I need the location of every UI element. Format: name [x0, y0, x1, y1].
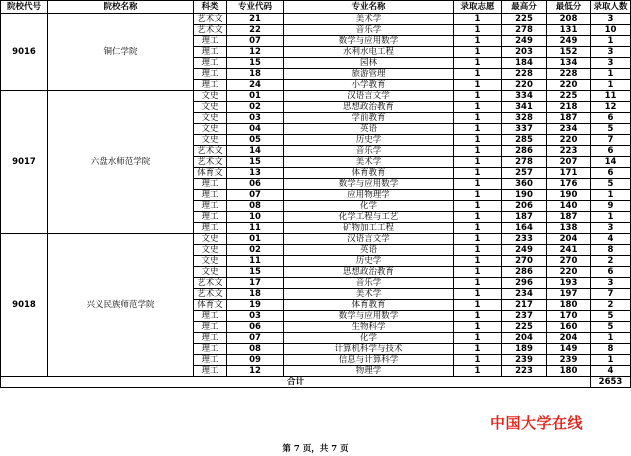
min-score-cell: 223: [547, 146, 591, 157]
major-name-cell: 美术学: [284, 157, 454, 168]
admitted-count-cell: 6: [591, 168, 631, 179]
admitted-count-cell: 1: [591, 80, 631, 91]
major-name-cell: 园林: [284, 58, 454, 69]
major-code-cell: 07: [227, 190, 284, 201]
max-score-cell: 217: [502, 300, 547, 311]
school-code-cell: 9018: [1, 234, 48, 377]
max-score-cell: 225: [502, 14, 547, 25]
choice-cell: 1: [454, 80, 502, 91]
max-score-cell: 204: [502, 333, 547, 344]
major-name-cell: 应用物理学: [284, 190, 454, 201]
major-name-cell: 数学与应用数学: [284, 311, 454, 322]
max-score-cell: 278: [502, 157, 547, 168]
min-score-cell: 140: [547, 201, 591, 212]
max-score-cell: 337: [502, 124, 547, 135]
min-score-cell: 220: [547, 80, 591, 91]
admitted-count-cell: 11: [591, 91, 631, 102]
major-name-cell: 英语: [284, 245, 454, 256]
max-score-cell: 237: [502, 311, 547, 322]
category-cell: 艺术文: [194, 289, 227, 300]
choice-cell: 1: [454, 179, 502, 190]
category-cell: 文史: [194, 113, 227, 124]
category-cell: 理工: [194, 223, 227, 234]
total-value: 2653: [591, 377, 631, 388]
choice-cell: 1: [454, 113, 502, 124]
admitted-count-cell: 5: [591, 179, 631, 190]
max-score-cell: 270: [502, 256, 547, 267]
admitted-count-cell: 7: [591, 289, 631, 300]
major-name-cell: 音乐学: [284, 278, 454, 289]
admitted-count-cell: 6: [591, 146, 631, 157]
min-score-cell: 134: [547, 58, 591, 69]
major-code-cell: 07: [227, 333, 284, 344]
admitted-count-cell: 3: [591, 47, 631, 58]
major-name-cell: 体育教育: [284, 168, 454, 179]
choice-cell: 1: [454, 311, 502, 322]
choice-cell: 1: [454, 124, 502, 135]
major-code-cell: 10: [227, 212, 284, 223]
header-cell: 科类: [194, 1, 227, 14]
min-score-cell: 197: [547, 289, 591, 300]
major-name-cell: 思想政治教育: [284, 102, 454, 113]
admitted-count-cell: 6: [591, 267, 631, 278]
min-score-cell: 241: [547, 245, 591, 256]
choice-cell: 1: [454, 157, 502, 168]
admitted-count-cell: 8: [591, 245, 631, 256]
major-name-cell: 音乐学: [284, 146, 454, 157]
max-score-cell: 189: [502, 344, 547, 355]
major-code-cell: 19: [227, 300, 284, 311]
category-cell: 文史: [194, 135, 227, 146]
major-name-cell: 体育教育: [284, 300, 454, 311]
admitted-count-cell: 2: [591, 300, 631, 311]
category-cell: 文史: [194, 102, 227, 113]
category-cell: 理工: [194, 80, 227, 91]
choice-cell: 1: [454, 278, 502, 289]
max-score-cell: 228: [502, 69, 547, 80]
header-cell: 院校名称: [48, 1, 194, 14]
major-code-cell: 04: [227, 124, 284, 135]
category-cell: 文史: [194, 245, 227, 256]
admitted-count-cell: 4: [591, 234, 631, 245]
major-name-cell: 化学: [284, 333, 454, 344]
major-name-cell: 历史学: [284, 256, 454, 267]
category-cell: 艺术文: [194, 25, 227, 36]
major-code-cell: 13: [227, 168, 284, 179]
category-cell: 理工: [194, 212, 227, 223]
major-code-cell: 21: [227, 14, 284, 25]
admitted-count-cell: 1: [591, 190, 631, 201]
major-name-cell: 小学教育: [284, 80, 454, 91]
min-score-cell: 204: [547, 333, 591, 344]
major-name-cell: 物理学: [284, 366, 454, 377]
choice-cell: 1: [454, 135, 502, 146]
admitted-count-cell: 1: [591, 333, 631, 344]
min-score-cell: 218: [547, 102, 591, 113]
choice-cell: 1: [454, 366, 502, 377]
major-code-cell: 08: [227, 344, 284, 355]
header-cell: 院校代号: [1, 1, 48, 14]
choice-cell: 1: [454, 234, 502, 245]
major-code-cell: 12: [227, 366, 284, 377]
choice-cell: 1: [454, 256, 502, 267]
major-name-cell: 思想政治教育: [284, 267, 454, 278]
choice-cell: 1: [454, 245, 502, 256]
page-footer: 第 7 页，共 7 页: [282, 444, 349, 454]
max-score-cell: 220: [502, 80, 547, 91]
min-score-cell: 138: [547, 223, 591, 234]
category-cell: 理工: [194, 333, 227, 344]
major-name-cell: 信息与计算科学: [284, 355, 454, 366]
category-cell: 文史: [194, 256, 227, 267]
choice-cell: 1: [454, 355, 502, 366]
admitted-count-cell: 3: [591, 278, 631, 289]
major-name-cell: 旅游管理: [284, 69, 454, 80]
min-score-cell: 239: [547, 355, 591, 366]
min-score-cell: 170: [547, 311, 591, 322]
major-name-cell: 矿物加工工程: [284, 223, 454, 234]
choice-cell: 1: [454, 91, 502, 102]
max-score-cell: 187: [502, 212, 547, 223]
min-score-cell: 225: [547, 91, 591, 102]
major-name-cell: 学前教育: [284, 113, 454, 124]
min-score-cell: 270: [547, 256, 591, 267]
major-code-cell: 03: [227, 113, 284, 124]
max-score-cell: 334: [502, 91, 547, 102]
admitted-count-cell: 6: [591, 113, 631, 124]
major-name-cell: 汉语言文学: [284, 234, 454, 245]
admitted-count-cell: 4: [591, 366, 631, 377]
table-row: [1, 91, 631, 102]
min-score-cell: 180: [547, 366, 591, 377]
category-cell: 艺术文: [194, 14, 227, 25]
major-code-cell: 14: [227, 146, 284, 157]
major-code-cell: 02: [227, 102, 284, 113]
category-cell: 艺术文: [194, 146, 227, 157]
choice-cell: 1: [454, 289, 502, 300]
max-score-cell: 239: [502, 355, 547, 366]
header-cell: 录取人数: [591, 1, 631, 14]
header-row: [1, 1, 631, 14]
max-score-cell: 184: [502, 58, 547, 69]
choice-cell: 1: [454, 47, 502, 58]
admitted-count-cell: 2: [591, 256, 631, 267]
admitted-count-cell: 8: [591, 344, 631, 355]
max-score-cell: 286: [502, 146, 547, 157]
choice-cell: 1: [454, 25, 502, 36]
major-name-cell: 美术学: [284, 14, 454, 25]
min-score-cell: 220: [547, 135, 591, 146]
category-cell: 文史: [194, 91, 227, 102]
category-cell: 体育文: [194, 168, 227, 179]
admitted-count-cell: 1: [591, 212, 631, 223]
header-cell: 专业代码: [227, 1, 284, 14]
max-score-cell: 328: [502, 113, 547, 124]
max-score-cell: 286: [502, 267, 547, 278]
school-name-cell: 六盘水师范学院: [48, 91, 194, 234]
min-score-cell: 180: [547, 300, 591, 311]
category-cell: 理工: [194, 47, 227, 58]
major-name-cell: 英语: [284, 124, 454, 135]
choice-cell: 1: [454, 212, 502, 223]
category-cell: 艺术文: [194, 278, 227, 289]
watermark-logo: 中国大学在线: [490, 414, 584, 432]
school-code-cell: 9016: [1, 14, 48, 91]
choice-cell: 1: [454, 102, 502, 113]
admitted-count-cell: 12: [591, 102, 631, 113]
max-score-cell: 249: [502, 36, 547, 47]
max-score-cell: 285: [502, 135, 547, 146]
admitted-count-cell: 10: [591, 25, 631, 36]
admitted-count-cell: 5: [591, 322, 631, 333]
category-cell: 理工: [194, 366, 227, 377]
major-name-cell: 美术学: [284, 289, 454, 300]
min-score-cell: 187: [547, 212, 591, 223]
category-cell: 体育文: [194, 300, 227, 311]
category-cell: 理工: [194, 190, 227, 201]
major-code-cell: 18: [227, 69, 284, 80]
min-score-cell: 176: [547, 179, 591, 190]
major-name-cell: 数学与应用数学: [284, 36, 454, 47]
major-code-cell: 06: [227, 322, 284, 333]
min-score-cell: 220: [547, 267, 591, 278]
choice-cell: 1: [454, 333, 502, 344]
table-row: [1, 234, 631, 245]
choice-cell: 1: [454, 168, 502, 179]
choice-cell: 1: [454, 223, 502, 234]
admitted-count-cell: 1: [591, 355, 631, 366]
major-code-cell: 06: [227, 179, 284, 190]
major-code-cell: 11: [227, 223, 284, 234]
min-score-cell: 207: [547, 157, 591, 168]
major-code-cell: 12: [227, 47, 284, 58]
major-code-cell: 01: [227, 91, 284, 102]
school-name-cell: 兴义民族师范学院: [48, 234, 194, 377]
school-code-cell: 9017: [1, 91, 48, 234]
max-score-cell: 164: [502, 223, 547, 234]
choice-cell: 1: [454, 267, 502, 278]
category-cell: 理工: [194, 311, 227, 322]
total-label: 合计: [1, 377, 591, 388]
max-score-cell: 233: [502, 234, 547, 245]
max-score-cell: 203: [502, 47, 547, 58]
max-score-cell: 190: [502, 190, 547, 201]
admitted-count-cell: 5: [591, 311, 631, 322]
max-score-cell: 249: [502, 245, 547, 256]
major-code-cell: 03: [227, 311, 284, 322]
header-cell: 专业名称: [284, 1, 454, 14]
choice-cell: 1: [454, 58, 502, 69]
major-code-cell: 15: [227, 58, 284, 69]
category-cell: 艺术文: [194, 157, 227, 168]
max-score-cell: 223: [502, 366, 547, 377]
max-score-cell: 278: [502, 25, 547, 36]
header-cell: 最低分: [547, 1, 591, 14]
category-cell: 文史: [194, 234, 227, 245]
major-code-cell: 11: [227, 256, 284, 267]
choice-cell: 1: [454, 69, 502, 80]
choice-cell: 1: [454, 14, 502, 25]
choice-cell: 1: [454, 146, 502, 157]
category-cell: 理工: [194, 322, 227, 333]
category-cell: 文史: [194, 267, 227, 278]
major-name-cell: 计算机科学与技术: [284, 344, 454, 355]
major-name-cell: 汉语言文学: [284, 91, 454, 102]
major-code-cell: 15: [227, 267, 284, 278]
major-code-cell: 24: [227, 80, 284, 91]
min-score-cell: 228: [547, 69, 591, 80]
total-row: [1, 377, 631, 388]
major-name-cell: 历史学: [284, 135, 454, 146]
table-body: [1, 14, 631, 377]
admitted-count-cell: 7: [591, 135, 631, 146]
category-cell: 文史: [194, 124, 227, 135]
admitted-count-cell: 1: [591, 36, 631, 47]
max-score-cell: 296: [502, 278, 547, 289]
major-code-cell: 02: [227, 245, 284, 256]
major-name-cell: 数学与应用数学: [284, 179, 454, 190]
major-name-cell: 音乐学: [284, 25, 454, 36]
max-score-cell: 341: [502, 102, 547, 113]
category-cell: 理工: [194, 36, 227, 47]
min-score-cell: 204: [547, 234, 591, 245]
min-score-cell: 249: [547, 36, 591, 47]
choice-cell: 1: [454, 190, 502, 201]
header-cell: 录取志愿: [454, 1, 502, 14]
choice-cell: 1: [454, 300, 502, 311]
major-code-cell: 01: [227, 234, 284, 245]
min-score-cell: 171: [547, 168, 591, 179]
choice-cell: 1: [454, 36, 502, 47]
major-name-cell: 化学工程与工艺: [284, 212, 454, 223]
category-cell: 理工: [194, 355, 227, 366]
major-code-cell: 17: [227, 278, 284, 289]
admitted-count-cell: 1: [591, 69, 631, 80]
category-cell: 理工: [194, 344, 227, 355]
choice-cell: 1: [454, 344, 502, 355]
min-score-cell: 208: [547, 14, 591, 25]
major-code-cell: 18: [227, 289, 284, 300]
major-code-cell: 22: [227, 25, 284, 36]
major-name-cell: 水利水电工程: [284, 47, 454, 58]
major-code-cell: 08: [227, 201, 284, 212]
admitted-count-cell: 3: [591, 58, 631, 69]
choice-cell: 1: [454, 322, 502, 333]
admitted-count-cell: 9: [591, 201, 631, 212]
min-score-cell: 152: [547, 47, 591, 58]
category-cell: 理工: [194, 69, 227, 80]
min-score-cell: 187: [547, 113, 591, 124]
admitted-count-cell: 3: [591, 14, 631, 25]
school-name-cell: 铜仁学院: [48, 14, 194, 91]
admitted-count-cell: 5: [591, 124, 631, 135]
max-score-cell: 257: [502, 168, 547, 179]
major-code-cell: 09: [227, 355, 284, 366]
major-code-cell: 05: [227, 135, 284, 146]
category-cell: 理工: [194, 58, 227, 69]
choice-cell: 1: [454, 201, 502, 212]
major-name-cell: 化学: [284, 201, 454, 212]
max-score-cell: 206: [502, 201, 547, 212]
max-score-cell: 234: [502, 289, 547, 300]
header-cell: 最高分: [502, 1, 547, 14]
min-score-cell: 193: [547, 278, 591, 289]
max-score-cell: 360: [502, 179, 547, 190]
category-cell: 理工: [194, 179, 227, 190]
min-score-cell: 234: [547, 124, 591, 135]
category-cell: 理工: [194, 201, 227, 212]
major-name-cell: 生物科学: [284, 322, 454, 333]
min-score-cell: 190: [547, 190, 591, 201]
admitted-count-cell: 14: [591, 157, 631, 168]
admitted-count-cell: 3: [591, 223, 631, 234]
max-score-cell: 225: [502, 322, 547, 333]
min-score-cell: 160: [547, 322, 591, 333]
major-code-cell: 07: [227, 36, 284, 47]
min-score-cell: 131: [547, 25, 591, 36]
major-code-cell: 15: [227, 157, 284, 168]
table-row: [1, 14, 631, 25]
min-score-cell: 149: [547, 344, 591, 355]
